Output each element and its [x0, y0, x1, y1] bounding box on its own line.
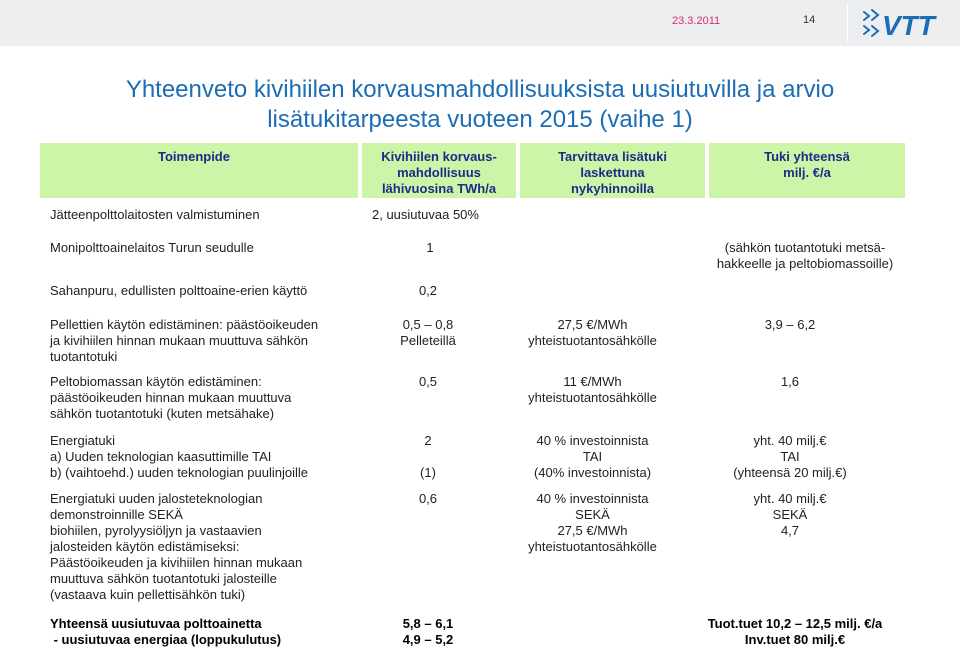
row7-potential: 0,6 — [418, 491, 438, 506]
row6-measure: Energiatuki a) Uuden teknologian kaasuttimille TAI b) (vaihtoehd.) uuden teknologian puulinjoille — [50, 433, 309, 480]
row5-total: 1,6 — [780, 374, 800, 389]
header-measure: Toimenpide — [40, 143, 358, 198]
row4-potential: 0,5 – 0,8 Pelleteillä — [400, 317, 456, 348]
row5-potential: 0,5 — [418, 374, 438, 389]
row1-measure: Jätteenpolttolaitosten valmistuminen — [50, 207, 260, 222]
row1-potential: 2, uusiutuvaa 50% — [372, 207, 479, 222]
divider — [847, 4, 848, 42]
row2-note: (sähkön tuotantotuki metsä- hakkeelle ja peltobiomassoille) — [716, 240, 894, 271]
header-total-support: Tuki yhteensä milj. €/a — [709, 143, 905, 198]
header-potential: Kivihiilen korvaus- mahdollisuus lähivuosina TWh/a — [362, 143, 516, 198]
page-title: Yhteenveto kivihiilen korvausmahdollisuuksista uusiutuvilla ja arvio lisätukitarpeesta vuoteen 2015 (vaihe 1) — [125, 76, 835, 133]
row6-extra: 40 % investoinnista TAI (40% investoinnista) — [533, 433, 652, 480]
date: 23.3.2011 — [672, 15, 721, 27]
row2-measure: Monipolttoainelaitos Turun seudulle — [50, 240, 254, 255]
row5-measure: Peltobiomassan käytön edistäminen: päästöoikeuden hinnan mukaan muuttuva sähkön tuotantotuki (kuten metsähake) — [50, 374, 292, 421]
row6-total: yht. 40 milj.€ TAI (yhteensä 20 milj.€) — [733, 433, 847, 480]
row4-extra: 27,5 €/MWh yhteistuotantosähkölle — [528, 317, 657, 348]
header-extra-support: Tarvittava lisätuki laskettuna nykyhinnoilla — [520, 143, 705, 198]
total-potential: 5,8 – 6,1 4,9 – 5,2 — [402, 616, 454, 647]
logo-text: VTT — [882, 10, 935, 41]
row7-measure: Energiatuki uuden jalosteteknologian demonstroinnille SEKÄ biohiilen, pyrolyysiöljyn ja vastaavien jalosteiden käytön edistämiseksi: Päästöoikeuden ja kivihiilen hinnan mukaan muuttuva sähkön tuotantotuki jalosteille (vastaava kuin pellettisähkön tuki) — [50, 491, 303, 602]
row6-potential-b: (1) — [420, 465, 436, 480]
page-number: 14 — [803, 14, 816, 26]
row2-potential: 1 — [426, 240, 434, 255]
row7-extra: 40 % investoinnista SEKÄ 27,5 €/MWh yhteistuotantosähkölle — [528, 491, 657, 554]
row3-potential: 0,2 — [418, 283, 438, 298]
total-support: Tuot.tuet 10,2 – 12,5 milj. €/a Inv.tuet 80 milj.€ — [707, 616, 883, 647]
top-bar — [0, 0, 960, 46]
row5-extra: 11 €/MWh yhteistuotantosähkölle — [528, 374, 657, 405]
row4-measure: Pellettien käytön edistäminen: päästöoikeuden ja kivihiilen hinnan mukaan muuttuva sähkön tuotantotuki — [50, 317, 319, 364]
row6-potential-a: 2 — [424, 433, 432, 448]
vtt-logo — [860, 4, 952, 42]
row7-total: yht. 40 milj.€ SEKÄ 4,7 — [753, 491, 827, 538]
total-measure: Yhteensä uusiutuvaa polttoainetta - uusiutuvaa energiaa (loppukulutus) — [50, 616, 282, 647]
row4-total: 3,9 – 6,2 — [764, 317, 816, 332]
row3-measure: Sahanpuru, edullisten polttoaine-erien käyttö — [50, 283, 308, 298]
